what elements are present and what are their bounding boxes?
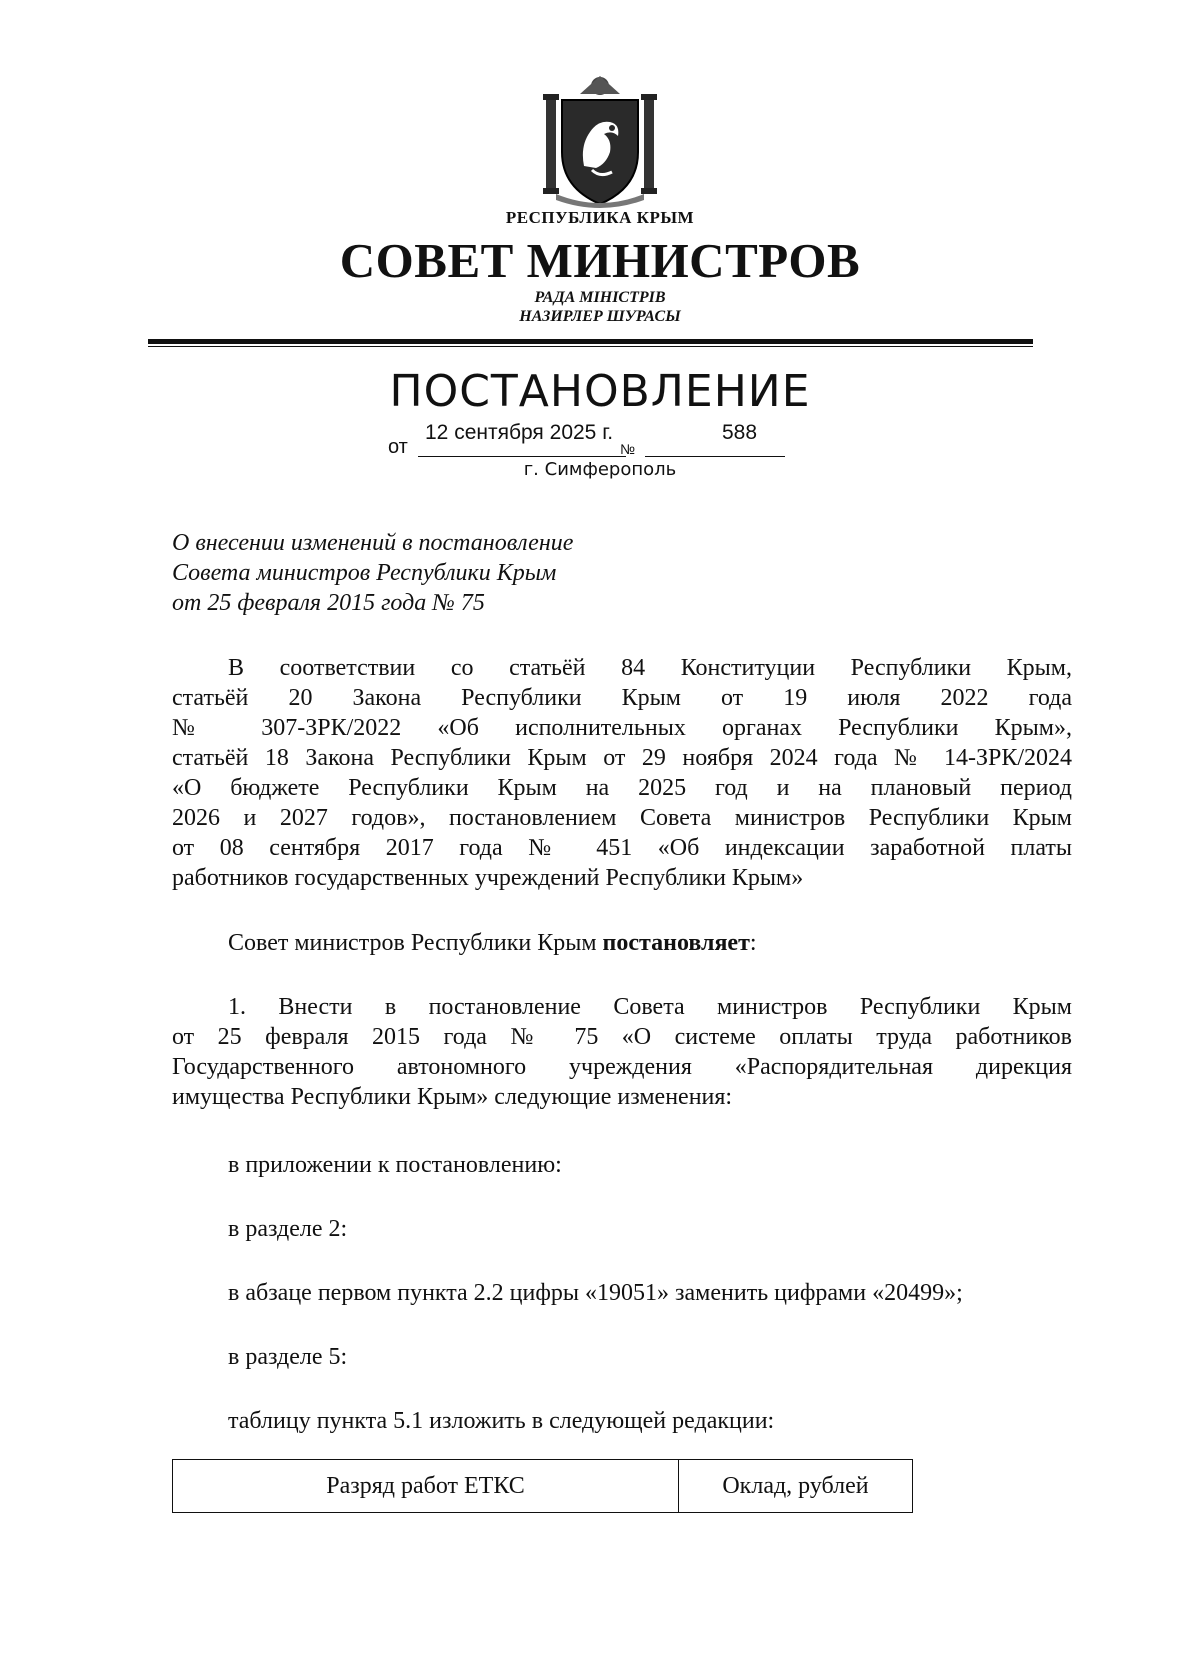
council-decides-prefix: Совет министров Республики Крым (228, 930, 603, 956)
item-1-paragraph (172, 992, 1072, 1112)
republic-name: РЕСПУБЛИКА КРЫМ (505, 208, 695, 227)
preamble-line: статьёй 18 Закона Республики Крым от 29 ноября 2024 года № 14-ЗРК/2024 (172, 745, 1072, 771)
crimea-coat-of-arms-icon (540, 70, 660, 210)
item-1-line: от 25 февраля 2015 года № 75 «О системе оплаты труда работников (172, 1024, 1072, 1050)
change-table-intro-line: таблицу пункта 5.1 изложить в следующей редакции: (228, 1408, 775, 1434)
subject-line: от 25 февраля 2015 года № 75 (172, 590, 485, 616)
preamble-line: В соответствии со статьёй 84 Конституции Республики Крым, (228, 655, 1072, 681)
header-divider-thick (148, 339, 1033, 344)
change-annex-line: в приложении к постановлению: (228, 1152, 562, 1178)
decree-date: 12 сентября 2025 г. (425, 421, 614, 444)
table-header-salary: Оклад, рублей (679, 1460, 913, 1513)
header-divider-thin (148, 346, 1033, 347)
preamble-line: № 307-ЗРК/2022 «Об исполнительных органах Республики Крым», (172, 715, 1072, 741)
decree-number: 588 (722, 421, 758, 444)
council-name: СОВЕТ МИНИСТРОВ (339, 233, 861, 288)
subject-line: О внесении изменений в постановление (172, 530, 574, 556)
preamble-line: от 08 сентября 2017 года № 451 «Об индексации заработной платы (172, 835, 1072, 861)
item-1-line: Государственного автономного учреждения «Распорядительная дирекция (172, 1054, 1072, 1080)
preamble-line: 2026 и 2027 годов», постановлением Совета министров Республики Крым (172, 805, 1072, 831)
council-name-ukrainian: РАДА МІНІСТРІВ (534, 289, 666, 306)
item-1-line: 1. Внести в постановление Совета министров Республики Крым (228, 994, 1072, 1020)
item-1-line: имущества Республики Крым» следующие изменения: (172, 1084, 733, 1110)
council-decides-suffix: : (749, 930, 757, 956)
decree-title: ПОСТАНОВЛЕНИЕ (389, 366, 811, 417)
number-sign-label: № (620, 441, 636, 457)
decree-subject (172, 528, 772, 618)
change-paragraph-line: в абзаце первом пункта 2.2 цифры «19051» заменить цифрами «20499»; (228, 1280, 963, 1306)
preamble-paragraph (172, 653, 1072, 893)
date-underline (418, 456, 626, 457)
salary-table (172, 1459, 913, 1513)
preamble-line: работников государственных учреждений Республики Крым» (172, 865, 804, 891)
table-header-grade: Разряд работ ЕТКС (173, 1460, 679, 1513)
preamble-line: статьёй 20 Закона Республики Крым от 19 июля 2022 года (172, 685, 1072, 711)
decree-city: г. Симферополь (523, 459, 677, 480)
council-decides-line (228, 930, 757, 957)
change-section-2-line: в разделе 2: (228, 1216, 348, 1242)
table-header-row (173, 1460, 913, 1513)
subject-line: Совета министров Республики Крым (172, 560, 557, 586)
council-decides-keyword: постановляет (602, 930, 750, 956)
council-name-crimean-tatar: НАЗИРЛЕР ШУРАСЫ (519, 308, 681, 325)
preamble-line: «О бюджете Республики Крым на 2025 год и на плановый период (172, 775, 1072, 801)
date-prefix-label: от (388, 436, 408, 458)
change-section-5-line: в разделе 5: (228, 1344, 348, 1370)
number-underline (645, 456, 785, 457)
